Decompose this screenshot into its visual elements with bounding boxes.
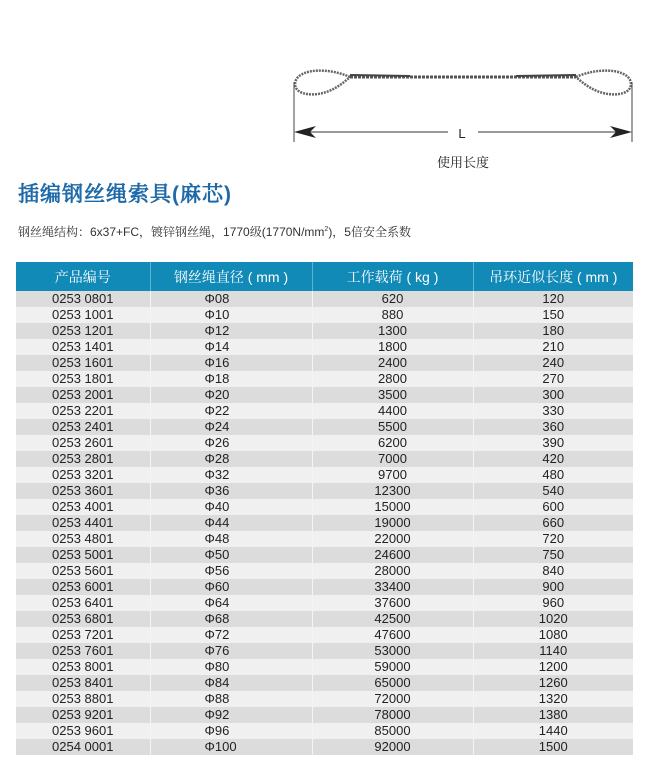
length-dimension-label: L <box>450 126 474 141</box>
cell-working-load: 65000 <box>312 675 473 691</box>
cell-product-code: 0253 3201 <box>16 467 150 483</box>
cell-product-code: 0253 2401 <box>16 419 150 435</box>
table-row <box>16 291 633 307</box>
cell-rope-diameter: Φ88 <box>150 691 312 707</box>
cell-working-load: 78000 <box>312 707 473 723</box>
cell-product-code: 0253 9601 <box>16 723 150 739</box>
table-row <box>16 435 633 451</box>
cell-product-code: 0253 2801 <box>16 451 150 467</box>
table-row <box>16 595 633 611</box>
cell-product-code: 0253 8801 <box>16 691 150 707</box>
cell-working-load: 880 <box>312 307 473 323</box>
table-row <box>16 403 633 419</box>
cell-product-code: 0253 9201 <box>16 707 150 723</box>
cell-product-code: 0253 1801 <box>16 371 150 387</box>
cell-eye-length: 1140 <box>473 643 633 659</box>
cell-working-load: 33400 <box>312 579 473 595</box>
cell-eye-length: 1020 <box>473 611 633 627</box>
table-row <box>16 707 633 723</box>
cell-eye-length: 900 <box>473 579 633 595</box>
cell-product-code: 0253 2201 <box>16 403 150 419</box>
cell-working-load: 4400 <box>312 403 473 419</box>
cell-product-code: 0253 5601 <box>16 563 150 579</box>
cell-working-load: 53000 <box>312 643 473 659</box>
cell-product-code: 0253 2001 <box>16 387 150 403</box>
cell-rope-diameter: Φ76 <box>150 643 312 659</box>
cell-eye-length: 1260 <box>473 675 633 691</box>
spec-prefix: 钢丝绳结构：6x37+FC，镀锌钢丝绳，1770级(1770N/mm <box>18 225 325 239</box>
table-row <box>16 323 633 339</box>
cell-product-code: 0253 6801 <box>16 611 150 627</box>
cell-rope-diameter: Φ96 <box>150 723 312 739</box>
cell-rope-diameter: Φ50 <box>150 547 312 563</box>
cell-product-code: 0253 7201 <box>16 627 150 643</box>
cell-product-code: 0253 6001 <box>16 579 150 595</box>
cell-eye-length: 150 <box>473 307 633 323</box>
product-table <box>16 262 633 755</box>
cell-working-load: 15000 <box>312 499 473 515</box>
cell-eye-length: 480 <box>473 467 633 483</box>
cell-working-load: 3500 <box>312 387 473 403</box>
cell-product-code: 0253 7601 <box>16 643 150 659</box>
cell-eye-length: 270 <box>473 371 633 387</box>
cell-working-load: 92000 <box>312 739 473 755</box>
cell-eye-length: 420 <box>473 451 633 467</box>
header-product-code: 产品编号 <box>16 262 150 291</box>
table-row <box>16 307 633 323</box>
cell-product-code: 0253 4801 <box>16 531 150 547</box>
cell-eye-length: 600 <box>473 499 633 515</box>
cell-product-code: 0253 4001 <box>16 499 150 515</box>
table-row <box>16 499 633 515</box>
table-row <box>16 643 633 659</box>
cell-rope-diameter: Φ68 <box>150 611 312 627</box>
cell-product-code: 0253 2601 <box>16 435 150 451</box>
cell-rope-diameter: Φ26 <box>150 435 312 451</box>
table-row <box>16 627 633 643</box>
cell-rope-diameter: Φ24 <box>150 419 312 435</box>
cell-eye-length: 300 <box>473 387 633 403</box>
cell-rope-diameter: Φ28 <box>150 451 312 467</box>
cell-working-load: 6200 <box>312 435 473 451</box>
cell-rope-diameter: Φ36 <box>150 483 312 499</box>
cell-product-code: 0253 0801 <box>16 291 150 307</box>
cell-rope-diameter: Φ80 <box>150 659 312 675</box>
spec-description <box>18 223 411 240</box>
cell-eye-length: 330 <box>473 403 633 419</box>
table-header-row <box>16 262 633 291</box>
cell-rope-diameter: Φ92 <box>150 707 312 723</box>
header-working-load: 工作载荷 ( kg ) <box>312 262 473 291</box>
cell-eye-length: 120 <box>473 291 633 307</box>
cell-rope-diameter: Φ60 <box>150 579 312 595</box>
spec-superscript: 2 <box>324 226 329 233</box>
cell-working-load: 5500 <box>312 419 473 435</box>
cell-working-load: 47600 <box>312 627 473 643</box>
table-row <box>16 611 633 627</box>
cell-product-code: 0253 6401 <box>16 595 150 611</box>
header-eye-length: 吊环近似长度 ( mm ) <box>473 262 633 291</box>
cell-product-code: 0253 8001 <box>16 659 150 675</box>
cell-eye-length: 1320 <box>473 691 633 707</box>
cell-rope-diameter: Φ44 <box>150 515 312 531</box>
cell-product-code: 0253 8401 <box>16 675 150 691</box>
table-row <box>16 355 633 371</box>
table-row <box>16 547 633 563</box>
cell-working-load: 12300 <box>312 483 473 499</box>
cell-product-code: 0253 3601 <box>16 483 150 499</box>
cell-working-load: 28000 <box>312 563 473 579</box>
table-row <box>16 419 633 435</box>
cell-working-load: 7000 <box>312 451 473 467</box>
cell-rope-diameter: Φ16 <box>150 355 312 371</box>
cell-product-code: 0253 1401 <box>16 339 150 355</box>
table-row <box>16 451 633 467</box>
cell-eye-length: 960 <box>473 595 633 611</box>
cell-rope-diameter: Φ08 <box>150 291 312 307</box>
cell-rope-diameter: Φ84 <box>150 675 312 691</box>
cell-working-load: 72000 <box>312 691 473 707</box>
page-title: 插编钢丝绳索具(麻芯) <box>18 183 232 206</box>
cell-product-code: 0253 4401 <box>16 515 150 531</box>
cell-working-load: 59000 <box>312 659 473 675</box>
cell-eye-length: 1380 <box>473 707 633 723</box>
table-row <box>16 531 633 547</box>
cell-product-code: 0253 1001 <box>16 307 150 323</box>
sling-diagram <box>290 60 636 172</box>
table-row <box>16 659 633 675</box>
cell-rope-diameter: Φ100 <box>150 739 312 755</box>
cell-eye-length: 750 <box>473 547 633 563</box>
table-row <box>16 467 633 483</box>
cell-rope-diameter: Φ32 <box>150 467 312 483</box>
cell-eye-length: 720 <box>473 531 633 547</box>
cell-rope-diameter: Φ56 <box>150 563 312 579</box>
cell-working-load: 620 <box>312 291 473 307</box>
cell-rope-diameter: Φ12 <box>150 323 312 339</box>
header-rope-diameter: 钢丝绳直径 ( mm ) <box>150 262 312 291</box>
table-body <box>16 291 633 755</box>
table-row <box>16 371 633 387</box>
table-row <box>16 563 633 579</box>
table-row <box>16 579 633 595</box>
cell-rope-diameter: Φ40 <box>150 499 312 515</box>
cell-product-code: 0254 0001 <box>16 739 150 755</box>
cell-working-load: 85000 <box>312 723 473 739</box>
cell-eye-length: 1200 <box>473 659 633 675</box>
cell-working-load: 24600 <box>312 547 473 563</box>
cell-eye-length: 660 <box>473 515 633 531</box>
cell-eye-length: 1440 <box>473 723 633 739</box>
table-row <box>16 691 633 707</box>
cell-rope-diameter: Φ10 <box>150 307 312 323</box>
table-row <box>16 387 633 403</box>
cell-working-load: 42500 <box>312 611 473 627</box>
cell-eye-length: 540 <box>473 483 633 499</box>
table-row <box>16 723 633 739</box>
cell-rope-diameter: Φ72 <box>150 627 312 643</box>
cell-eye-length: 1500 <box>473 739 633 755</box>
spec-suffix: )，5倍安全系数 <box>328 225 411 239</box>
cell-rope-diameter: Φ20 <box>150 387 312 403</box>
cell-eye-length: 180 <box>473 323 633 339</box>
cell-eye-length: 1080 <box>473 627 633 643</box>
cell-eye-length: 240 <box>473 355 633 371</box>
cell-product-code: 0253 5001 <box>16 547 150 563</box>
cell-working-load: 9700 <box>312 467 473 483</box>
table-row <box>16 339 633 355</box>
cell-eye-length: 210 <box>473 339 633 355</box>
cell-product-code: 0253 1201 <box>16 323 150 339</box>
cell-rope-diameter: Φ48 <box>150 531 312 547</box>
cell-rope-diameter: Φ22 <box>150 403 312 419</box>
cell-working-load: 2400 <box>312 355 473 371</box>
cell-product-code: 0253 1601 <box>16 355 150 371</box>
cell-rope-diameter: Φ14 <box>150 339 312 355</box>
cell-working-load: 19000 <box>312 515 473 531</box>
cell-eye-length: 360 <box>473 419 633 435</box>
cell-working-load: 1300 <box>312 323 473 339</box>
table-row <box>16 483 633 499</box>
cell-working-load: 37600 <box>312 595 473 611</box>
cell-working-load: 22000 <box>312 531 473 547</box>
table-row <box>16 739 633 755</box>
cell-working-load: 1800 <box>312 339 473 355</box>
cell-rope-diameter: Φ64 <box>150 595 312 611</box>
table-row <box>16 515 633 531</box>
diagram-caption: 使用长度 <box>436 155 489 170</box>
cell-rope-diameter: Φ18 <box>150 371 312 387</box>
cell-eye-length: 840 <box>473 563 633 579</box>
cell-working-load: 2800 <box>312 371 473 387</box>
table-row <box>16 675 633 691</box>
cell-eye-length: 390 <box>473 435 633 451</box>
